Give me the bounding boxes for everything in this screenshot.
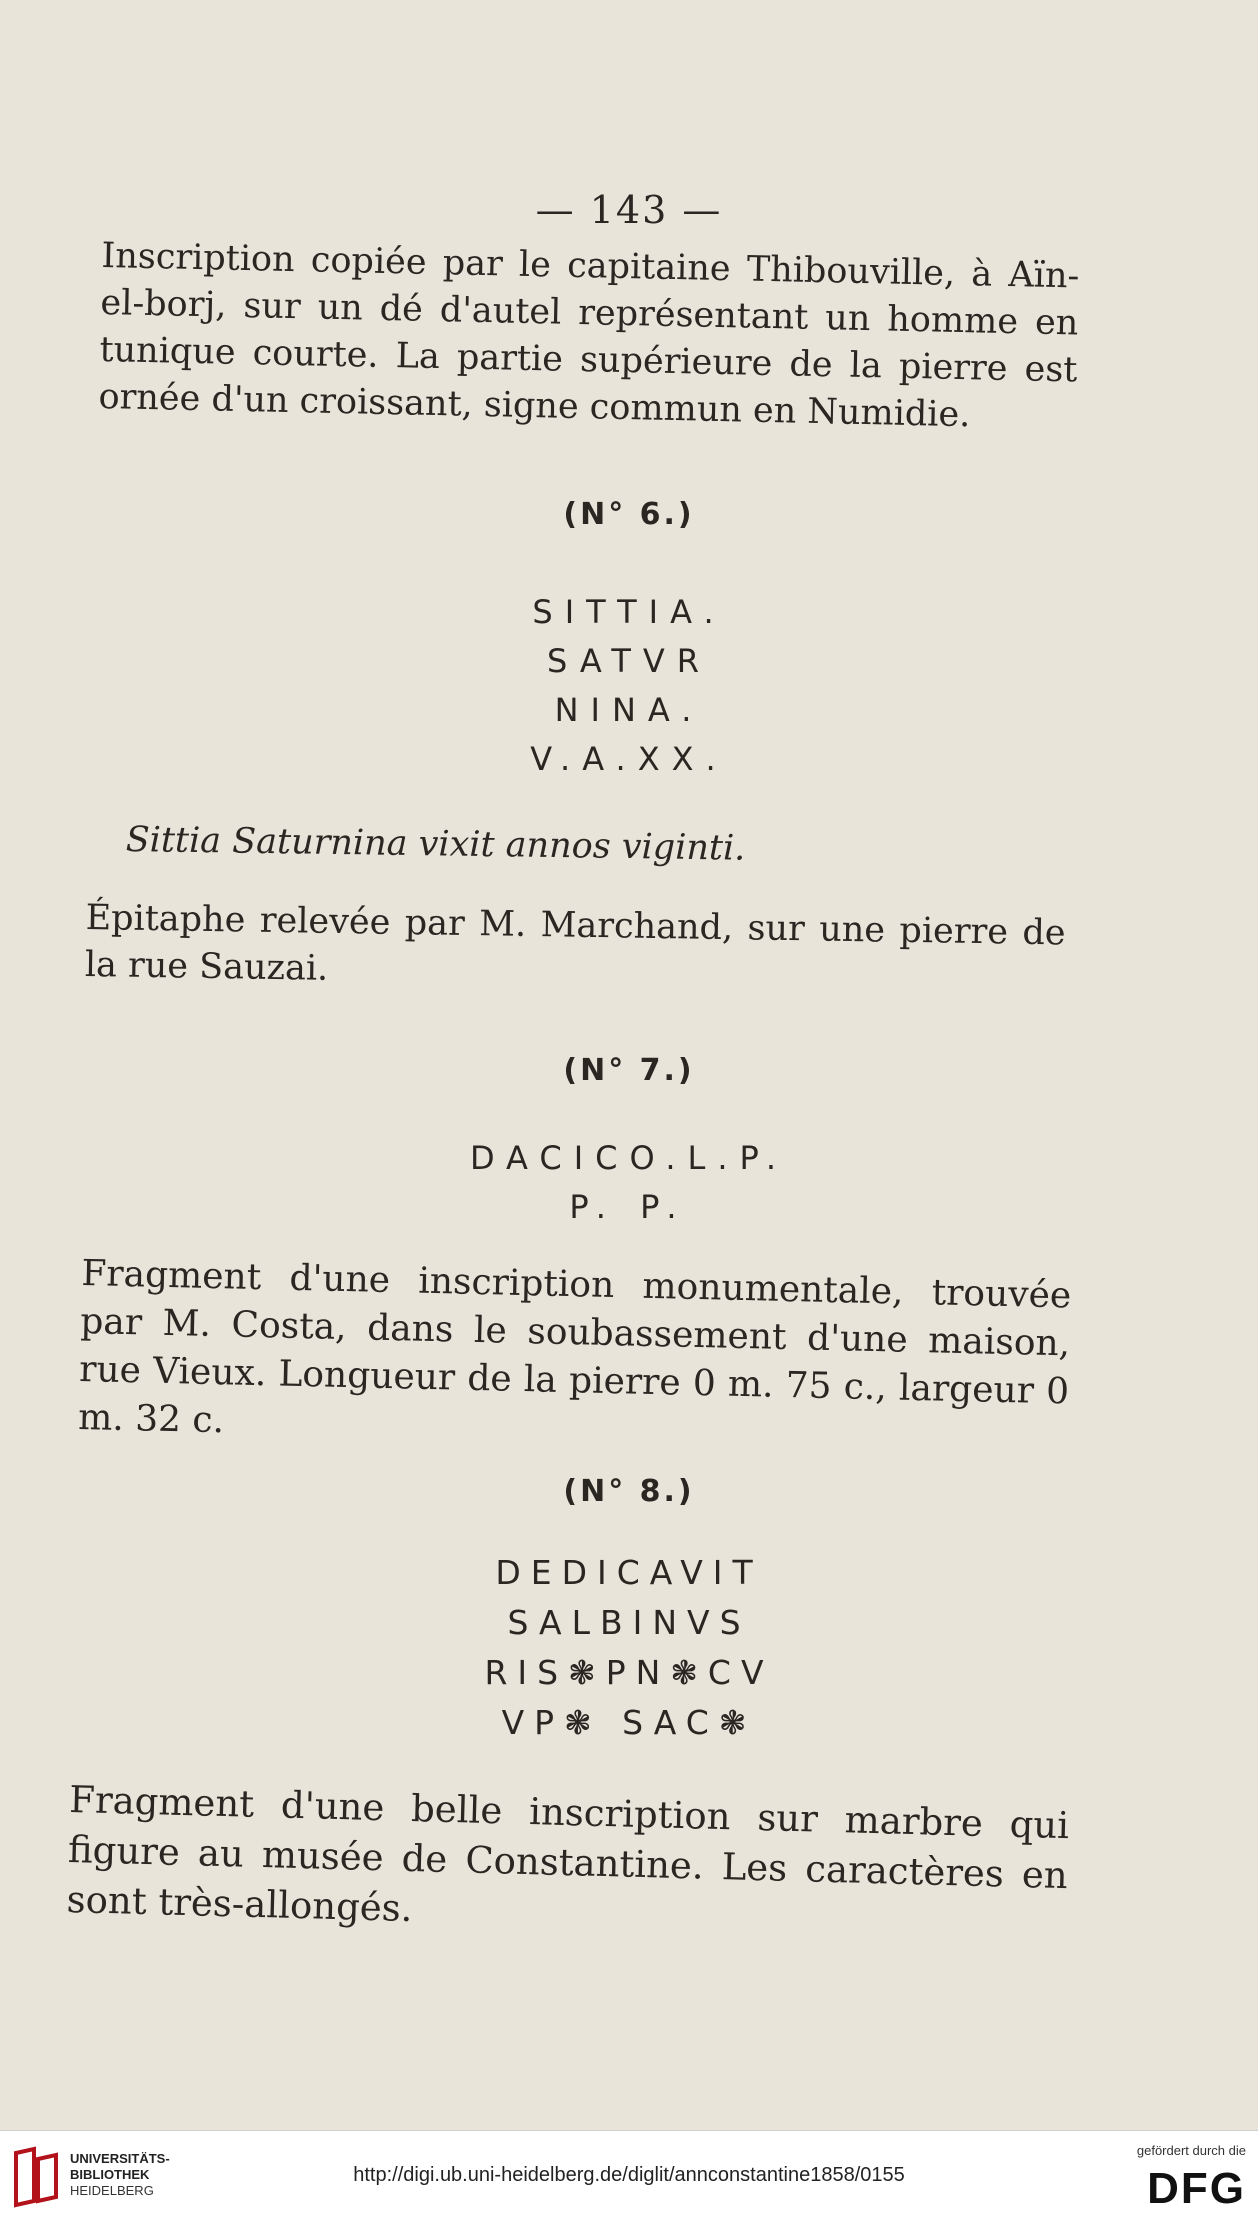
inscription-7 [0,1134,1258,1232]
inscription-line: VP❃ SAC❃ [501,1703,757,1742]
paragraph-fragment-monumental: Fragment d'une inscription monumentale, trouvée par M. Costa, dans le soubassement d'une maison, rue Vieux. Longueur de la pierre 0 m. 75 c., largeur 0 m. 32 c. [77,1252,1072,1442]
paragraph-fragment-marble: Fragment d'une belle inscription sur marbre qui figure au musée de Constantine. Les caractères en sont très-allongés. [66,1777,1070,1931]
funded-by-text: gefördert durch die [1136,2143,1246,2158]
inscription-line: DACICO.L.P. [469,1139,789,1177]
inscription-line: DEDICAVIT [495,1553,763,1592]
inscription-line: SALBINVS [507,1603,751,1642]
inscription-number-8: (N° 8.) [563,1474,695,1509]
inscription-6 [0,588,1258,784]
page-number: — 143 — [535,188,723,232]
paragraph-inscription-6-description: Inscription copiée par le capitaine Thibouville, à Aïn-el-borj, sur un dé d'autel représentant un homme en tunique courte. La partie supérieure de la pierre est ornée d'un croissant, signe commun en Numidie. [98,235,1080,436]
inscription-line: SITTIA. [532,593,726,631]
paragraph-epitaph: Épitaphe relevée par M. Marchand, sur une pierre de la rue Sauzai. [84,897,1066,989]
inscription-number-6: (N° 6.) [563,497,695,532]
inscription-line: V.A.XX. [530,740,728,778]
dfg-logo: DFG [1147,2164,1246,2213]
inscription-line: NINA. [554,691,704,729]
library-name-line: BIBLIOTHEK [70,2167,150,2182]
latin-translation: Sittia Saturnina vixit annos viginti. [125,820,746,869]
footer-bar [0,2130,1258,2223]
inscription-8 [0,1548,1258,1748]
library-name-line: UNIVERSITÄTS- [70,2151,170,2166]
inscription-line: RIS❃PN❃CV [484,1653,774,1692]
inscription-line: P. P. [569,1188,689,1226]
inscription-line: SATVR [547,642,711,680]
source-url-link[interactable]: http://digi.ub.uni-heidelberg.de/diglit/annconstantine1858/0155 [353,2164,905,2186]
library-name-line: HEIDELBERG [70,2183,154,2198]
inscription-number-7: (N° 7.) [563,1053,695,1088]
